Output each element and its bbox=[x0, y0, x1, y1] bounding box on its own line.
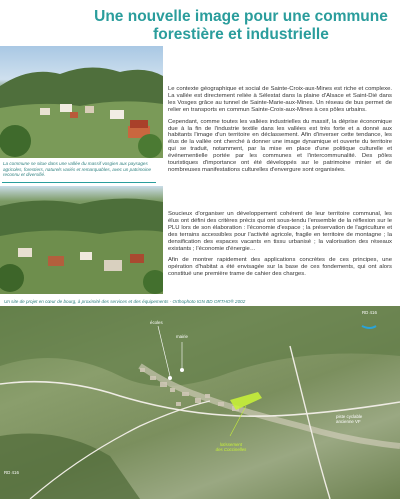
map-label-road-bottom: RD 416 bbox=[4, 470, 19, 475]
paragraph-4: Afin de montrer rapidement des applications concrètes de ces principes, une opération d'habitat a été envisagée sur la base de ces fondements, qui ont alors constitué une première trame de cahier des charges. bbox=[168, 257, 392, 278]
orthophoto-map-drawing bbox=[0, 306, 400, 499]
title-line-1: Une nouvelle image pour une commune bbox=[94, 8, 388, 25]
map-label-lotissement: lotissement des Coccinelles bbox=[215, 442, 247, 452]
text-block-2 bbox=[168, 211, 392, 283]
valley-photo-2 bbox=[0, 186, 163, 294]
valley-photo-1 bbox=[0, 46, 163, 158]
page-title bbox=[86, 8, 396, 44]
title-line-2: forestière et industrielle bbox=[153, 26, 329, 43]
map-caption: Un site de projet en cœur de bourg, à proximité des services et des équipements - Orthophoto IGN BD ORTHO® 2002 bbox=[4, 299, 246, 304]
paragraph-3: Soucieux d'organiser un développement cohérent de leur territoire communal, les élus ont défini des critères précis qui ont sous-tendu l'ensemble de la réflexion sur le PLU lors de son élaboration : l'économie d'espace ; la préservation de l'agriculture et des terrains accessibles pour l'activité agricole, fragile en territoire de montagne ; la densification des espaces vacants en tissu urbanisé ; la valorisation des réseaux existants ; l'économie d'énergie… bbox=[168, 211, 392, 252]
map-label-road-top: RD 416 bbox=[362, 310, 377, 315]
paragraph-2: Cependant, comme toutes les vallées industrielles du massif, la déprise économique due à la fin de l'industrie textile dans les vallées est très forte et a donné aux habitants l'image d'un territoire en déclassement. Afin d'inverser cette tendance, les élus de la vallée ont cherché à donner une image dynamique et ouverte du territoire qui se traduit, notamment, par la mise en place d'une politique culturelle et événementielle portée par les communes et l'intercommunalité. Des pôles touristiques d'importance ont été développés sur le patrimoine minier et de nombreuses manifestations culturelles d'envergure sont organisées. bbox=[168, 118, 392, 173]
map-label-mairie: mairie bbox=[176, 334, 188, 339]
paragraph-1: Le contexte géographique et social de Sainte-Croix-aux-Mines est riche et complexe. La vallée est directement reliée à Sélestat dans la plaine d'Alsace et Saint-Dié dans les Vosges grâce au tunnel de Sainte-Marie-aux-Mines. Un réseau de bus permet de relier en transports en commun Sainte-Croix-aux-Mines à ces pôles urbains. bbox=[168, 86, 392, 113]
map-label-piste: piste cyclable ancienne VF bbox=[336, 414, 363, 424]
valley-photo-2-drawing bbox=[0, 186, 163, 294]
map-label-ecoles: écoles bbox=[150, 320, 163, 325]
orthophoto-map bbox=[0, 306, 400, 499]
valley-photo-1-drawing bbox=[0, 46, 163, 158]
caption-divider bbox=[2, 182, 156, 183]
text-block-1 bbox=[168, 86, 392, 179]
photo-1-caption: La commune se situe dans une vallée du massif vosgien aux paysages agricoles, forestiers, naturels variés et remarquables, avec un patrimoine reconnu et diversifié. bbox=[3, 161, 152, 178]
